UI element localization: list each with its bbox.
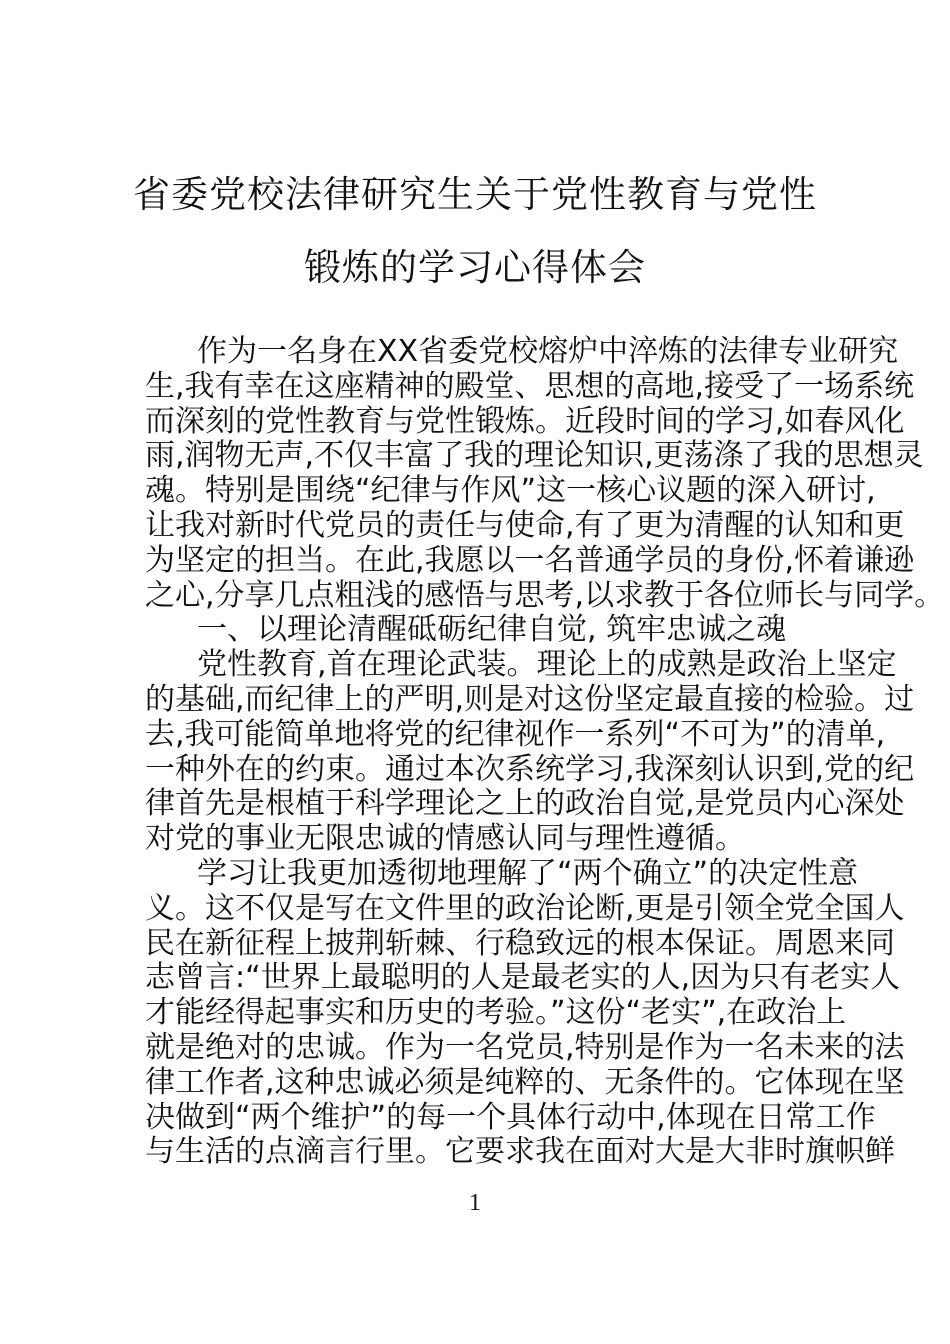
text-line: 学习让我更加透彻地理解了“两个确立”的决定性意 <box>197 855 859 891</box>
text-line: 一、以理论清醒砥砺纪律自觉, 筑牢忠诚之魂 <box>197 612 787 648</box>
text-line: 对党的事业无限忠诚的情感认同与理性遵循。 <box>145 821 745 857</box>
text-line: 作为一名身在XX省委党校熔炉中淬炼的法律专业研究 <box>197 334 899 369</box>
text-line: 一种外在的约束。通过本次系统学习,我深刻认识到,党的纪 <box>145 751 915 787</box>
text-line: 与生活的点滴言行里。它要求我在面对大是大非时旗帜鲜 <box>145 1134 895 1170</box>
document-title-line-2: 锻炼的学习心得体会 <box>304 246 646 289</box>
text-line: 志曾言:“世界上最聪明的人是最老实的人,因为只有老实人 <box>145 960 901 996</box>
text-line: 党性教育,首在理论武装。理论上的成熟是政治上坚定 <box>197 647 897 683</box>
text-line: 才能经得起事实和历史的考验。”这份“老实”,在政治上 <box>145 995 847 1031</box>
text-line: 去,我可能简单地将党的纪律视作一系列“不可为”的清单, <box>145 716 886 752</box>
page-number: 1 <box>469 1190 481 1216</box>
paragraph <box>145 334 945 613</box>
text-line: 义。这不仅是写在文件里的政治论断,更是引领全党全国人 <box>145 890 905 926</box>
document-body <box>145 334 945 1170</box>
text-line: 雨,润物无声,不仅丰富了我的理论知识,更荡涤了我的思想灵 <box>145 438 924 474</box>
text-line: 决做到“两个维护”的每一个具体行动中,体现在日常工作 <box>145 1099 876 1135</box>
text-line: 为坚定的担当。在此,我愿以一名普通学员的身份,怀着谦逊 <box>145 542 915 578</box>
text-line: 就是绝对的忠诚。作为一名党员,特别是作为一名未来的法 <box>145 1029 905 1065</box>
text-line: 魂。特别是围绕“纪律与作风”这一核心议题的深入研讨, <box>145 473 876 509</box>
text-line: 让我对新时代党员的责任与使命,有了更为清醒的认知和更 <box>145 507 905 543</box>
text-line: 的基础,而纪律上的严明,则是对这份坚定最直接的检验。过 <box>145 681 915 717</box>
text-line: 之心,分享几点粗浅的感悟与思考,以求教于各位师长与同学。 <box>145 577 945 613</box>
paragraph <box>145 647 915 857</box>
text-line: 律首先是根植于科学理论之上的政治自觉,是党员内心深处 <box>145 786 905 822</box>
text-line: 律工作者,这种忠诚必须是纯粹的、无条件的。它体现在坚 <box>145 1064 905 1100</box>
text-line: 而深刻的党性教育与党性锻炼。近段时间的学习,如春风化 <box>145 403 905 439</box>
paragraph <box>145 855 905 1170</box>
document-title-line-1: 省委党校法律研究生关于党性教育与党性 <box>133 173 817 216</box>
text-line: 生,我有幸在这座精神的殿堂、思想的高地,接受了一场系统 <box>145 368 915 404</box>
section-heading <box>145 613 807 648</box>
text-line: 民在新征程上披荆斩棘、行稳致远的根本保证。周恩来同 <box>145 925 895 961</box>
